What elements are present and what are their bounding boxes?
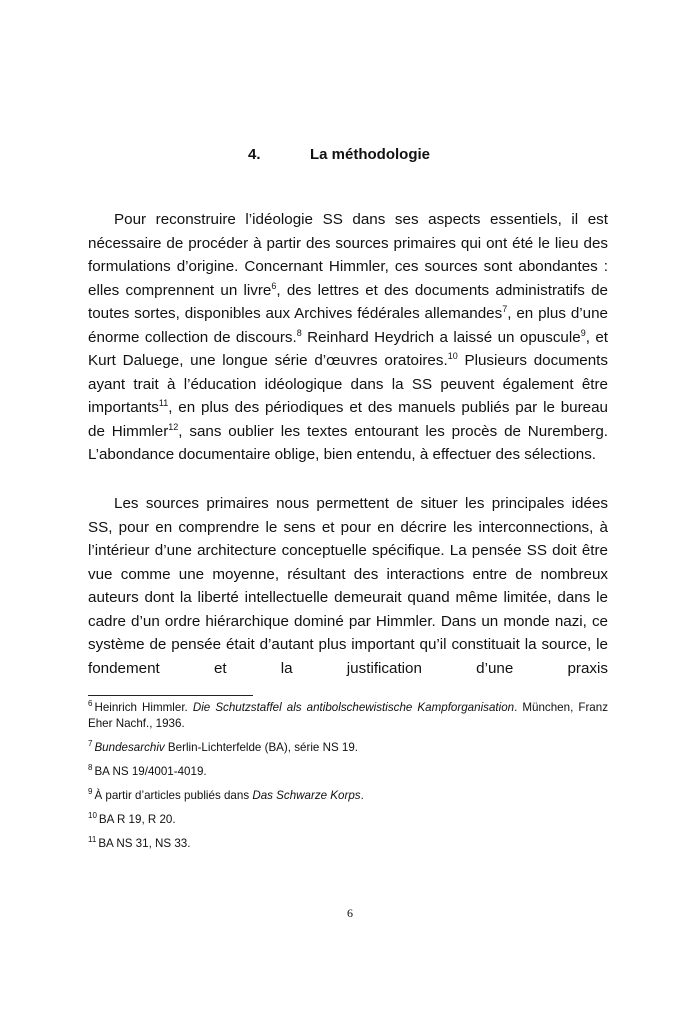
footnote-title: Bundesarchiv <box>94 741 165 754</box>
footnote-text: Heinrich Himmler. <box>94 701 193 714</box>
footnote-number: 10 <box>88 811 97 820</box>
page-number: 6 <box>347 906 353 920</box>
paragraph-2 <box>88 492 608 680</box>
footnote-text: . München, Franz Eher Nachf., 1936. <box>88 701 609 730</box>
footnote-ref-9: 9 <box>580 327 586 338</box>
text-run: , des lettres et des documents administratifs de toutes sortes, disponibles aux Archives fédérales allemandes <box>88 281 608 322</box>
paragraph-1-text <box>88 208 608 467</box>
paragraph-1 <box>88 208 608 467</box>
text-run: Plusieurs documents ayant trait à l’éducation idéologique dans la SS peuvent également être importants <box>88 352 608 416</box>
text-run: Pour reconstruire l’idéologie SS dans ses aspects essentiels, il est nécessaire de procéder à partir des sources primaires qui ont été le lieu des formulations d’origine. Concernant Himmler, ces sources sont abondantes : elles comprennent un livre <box>88 211 608 299</box>
footnote-number: 11 <box>88 835 97 844</box>
footnote-11 <box>88 836 608 852</box>
footnote-text: BA NS 19/4001-4019. <box>94 765 207 778</box>
footnote-ref-8: 8 <box>296 327 302 338</box>
footnote-text: Berlin-Lichterfelde (BA), série NS 19. <box>164 741 359 754</box>
section-title: La méthodologie <box>310 146 430 163</box>
footnote-7 <box>88 740 608 756</box>
section-heading <box>248 146 430 163</box>
footnotes <box>88 700 608 860</box>
paragraph-2-text: Les sources primaires nous permettent de situer les principales idées SS, pour en comprendre le sens et pour en décrire les interconnections, à l’intérieur d’une architecture conceptuelle spécifique. La pensée SS doit être vue comme une moyenne, résultant des interactions entre de nombreux auteurs dont la liberté intellectuelle demeurait quand même limitée, dans le cadre d’un ordre hiérarchique dominé par Himmler. Dans un monde nazi, ce système de pensée était d’autant plus important qu’il constituait la source, le fondement et la justification d’une praxis <box>88 495 608 677</box>
text-run: , en plus d’une énorme collection de discours. <box>88 305 608 346</box>
footnote-separator <box>88 695 253 696</box>
footnote-number: 6 <box>88 699 93 708</box>
footnote-number: 9 <box>88 787 93 796</box>
footnote-number: 7 <box>88 739 93 748</box>
footnote-ref-11: 11 <box>158 398 169 408</box>
footnote-ref-12: 12 <box>168 421 179 432</box>
footnote-8 <box>88 764 608 780</box>
footnote-6 <box>88 700 608 732</box>
footnote-text: BA R 19, R 20. <box>98 813 176 826</box>
footnote-text: . <box>360 789 364 802</box>
footnote-text: BA NS 31, NS 33. <box>98 837 191 850</box>
footnote-title: Das Schwarze Korps <box>252 789 361 802</box>
footnote-title: Die Schutzstaffel als antibolschewistische Kampforganisation <box>192 701 515 714</box>
footnote-10 <box>88 812 608 828</box>
footnote-9 <box>88 788 608 804</box>
footnote-ref-10: 10 <box>447 351 458 361</box>
text-run: Reinhard Heydrich a laissé un opuscule <box>301 328 581 346</box>
text-run: , sans oublier les textes entourant les procès de Nuremberg. L’abondance documentaire oblige, bien entendu, à effectuer des sélections. <box>88 422 608 463</box>
footnote-ref-7: 7 <box>502 304 508 314</box>
footnote-number: 8 <box>88 763 93 772</box>
section-number: 4. <box>248 146 261 163</box>
text-run: , et Kurt Daluege, une longue série d’œuvres oratoires. <box>88 328 608 369</box>
footnote-ref-6: 6 <box>271 280 277 291</box>
text-run: , en plus des périodiques et des manuels publiés par le bureau de Himmler <box>88 399 608 440</box>
footnote-text: À partir d’articles publiés dans <box>94 789 253 802</box>
